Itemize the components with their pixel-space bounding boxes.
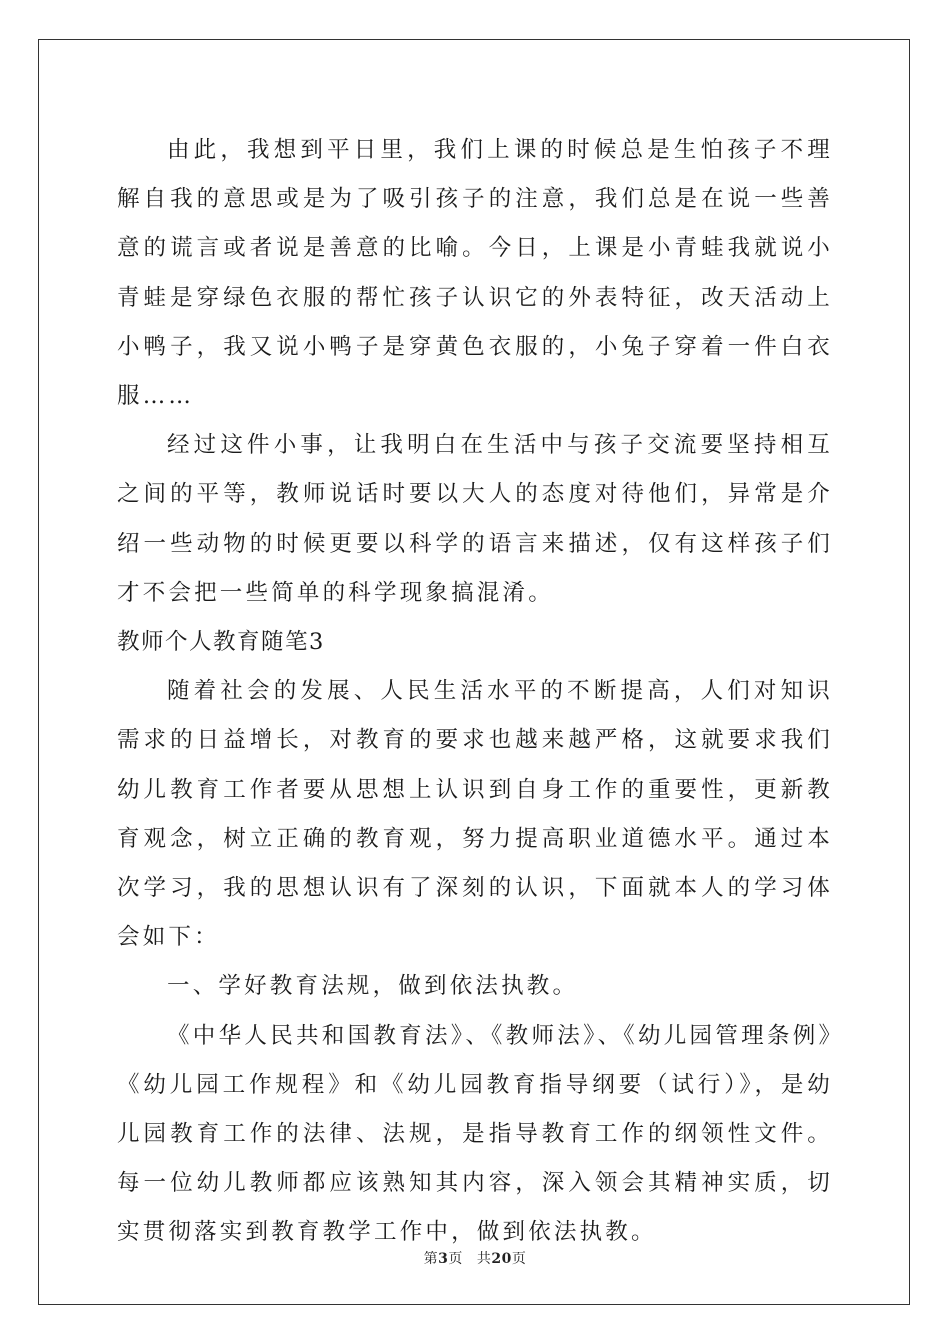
paragraph-laws: 《中华人民共和国教育法》、《教师法》、《幼儿园管理条例》《幼儿园工作规程》和《幼儿园教育指导纲要（试行）》，是幼儿园教育工作的法律、法规，是指导教育工作的纲领性文件。每一位幼儿教师都应该熟知其内容，深入领会其精神实质，切实贯彻落实到教育教学工作中，做到依法执教。 — [117, 1022, 833, 1246]
total-pages: 20 — [491, 1251, 512, 1267]
document-body — [117, 126, 833, 1258]
total-prefix: 共 — [476, 1251, 492, 1267]
page-prefix: 第 — [423, 1251, 439, 1267]
paragraph-intro: 随着社会的发展、人民生活水平的不断提高，人们对知识需求的日益增长，对教育的要求也越来越严格，这就要求我们幼儿教育工作者要从思想上认识到自身工作的重要性，更新教育观念，树立正确的教育观，努力提高职业道德水平。通过本次学习，我的思想认识有了深刻的认识，下面就本人的学习体会如下： — [117, 678, 833, 951]
section-heading: 教师个人教育随笔3 — [117, 629, 325, 656]
total-suffix: 页 — [511, 1251, 527, 1267]
paragraph-lesson: 经过这件小事，让我明白在生活中与孩子交流要坚持相互之间的平等，教师说话时要以大人的态度对待他们，异常是介绍一些动物的时候更要以科学的语言来描述，仅有这样孩子们才不会把一些简单的科学现象搞混淆。 — [117, 432, 833, 606]
subheading-laws: 一、学好教育法规，做到依法执教。 — [167, 973, 579, 1000]
page-suffix: 页 — [448, 1251, 463, 1267]
page-footer — [0, 1248, 950, 1268]
page-number: 3 — [438, 1251, 449, 1267]
paragraph-metaphor: 由此，我想到平日里，我们上课的时候总是生怕孩子不理解自我的意思或是为了吸引孩子的注意，我们总是在说一些善意的谎言或者说是善意的比喻。今日，上课是小青蛙我就说小青蛙是穿绿色衣服的帮忙孩子认识它的外表特征，改天活动上小鸭子，我又说小鸭子是穿黄色衣服的，小兔子穿着一件白衣服…… — [117, 137, 833, 410]
